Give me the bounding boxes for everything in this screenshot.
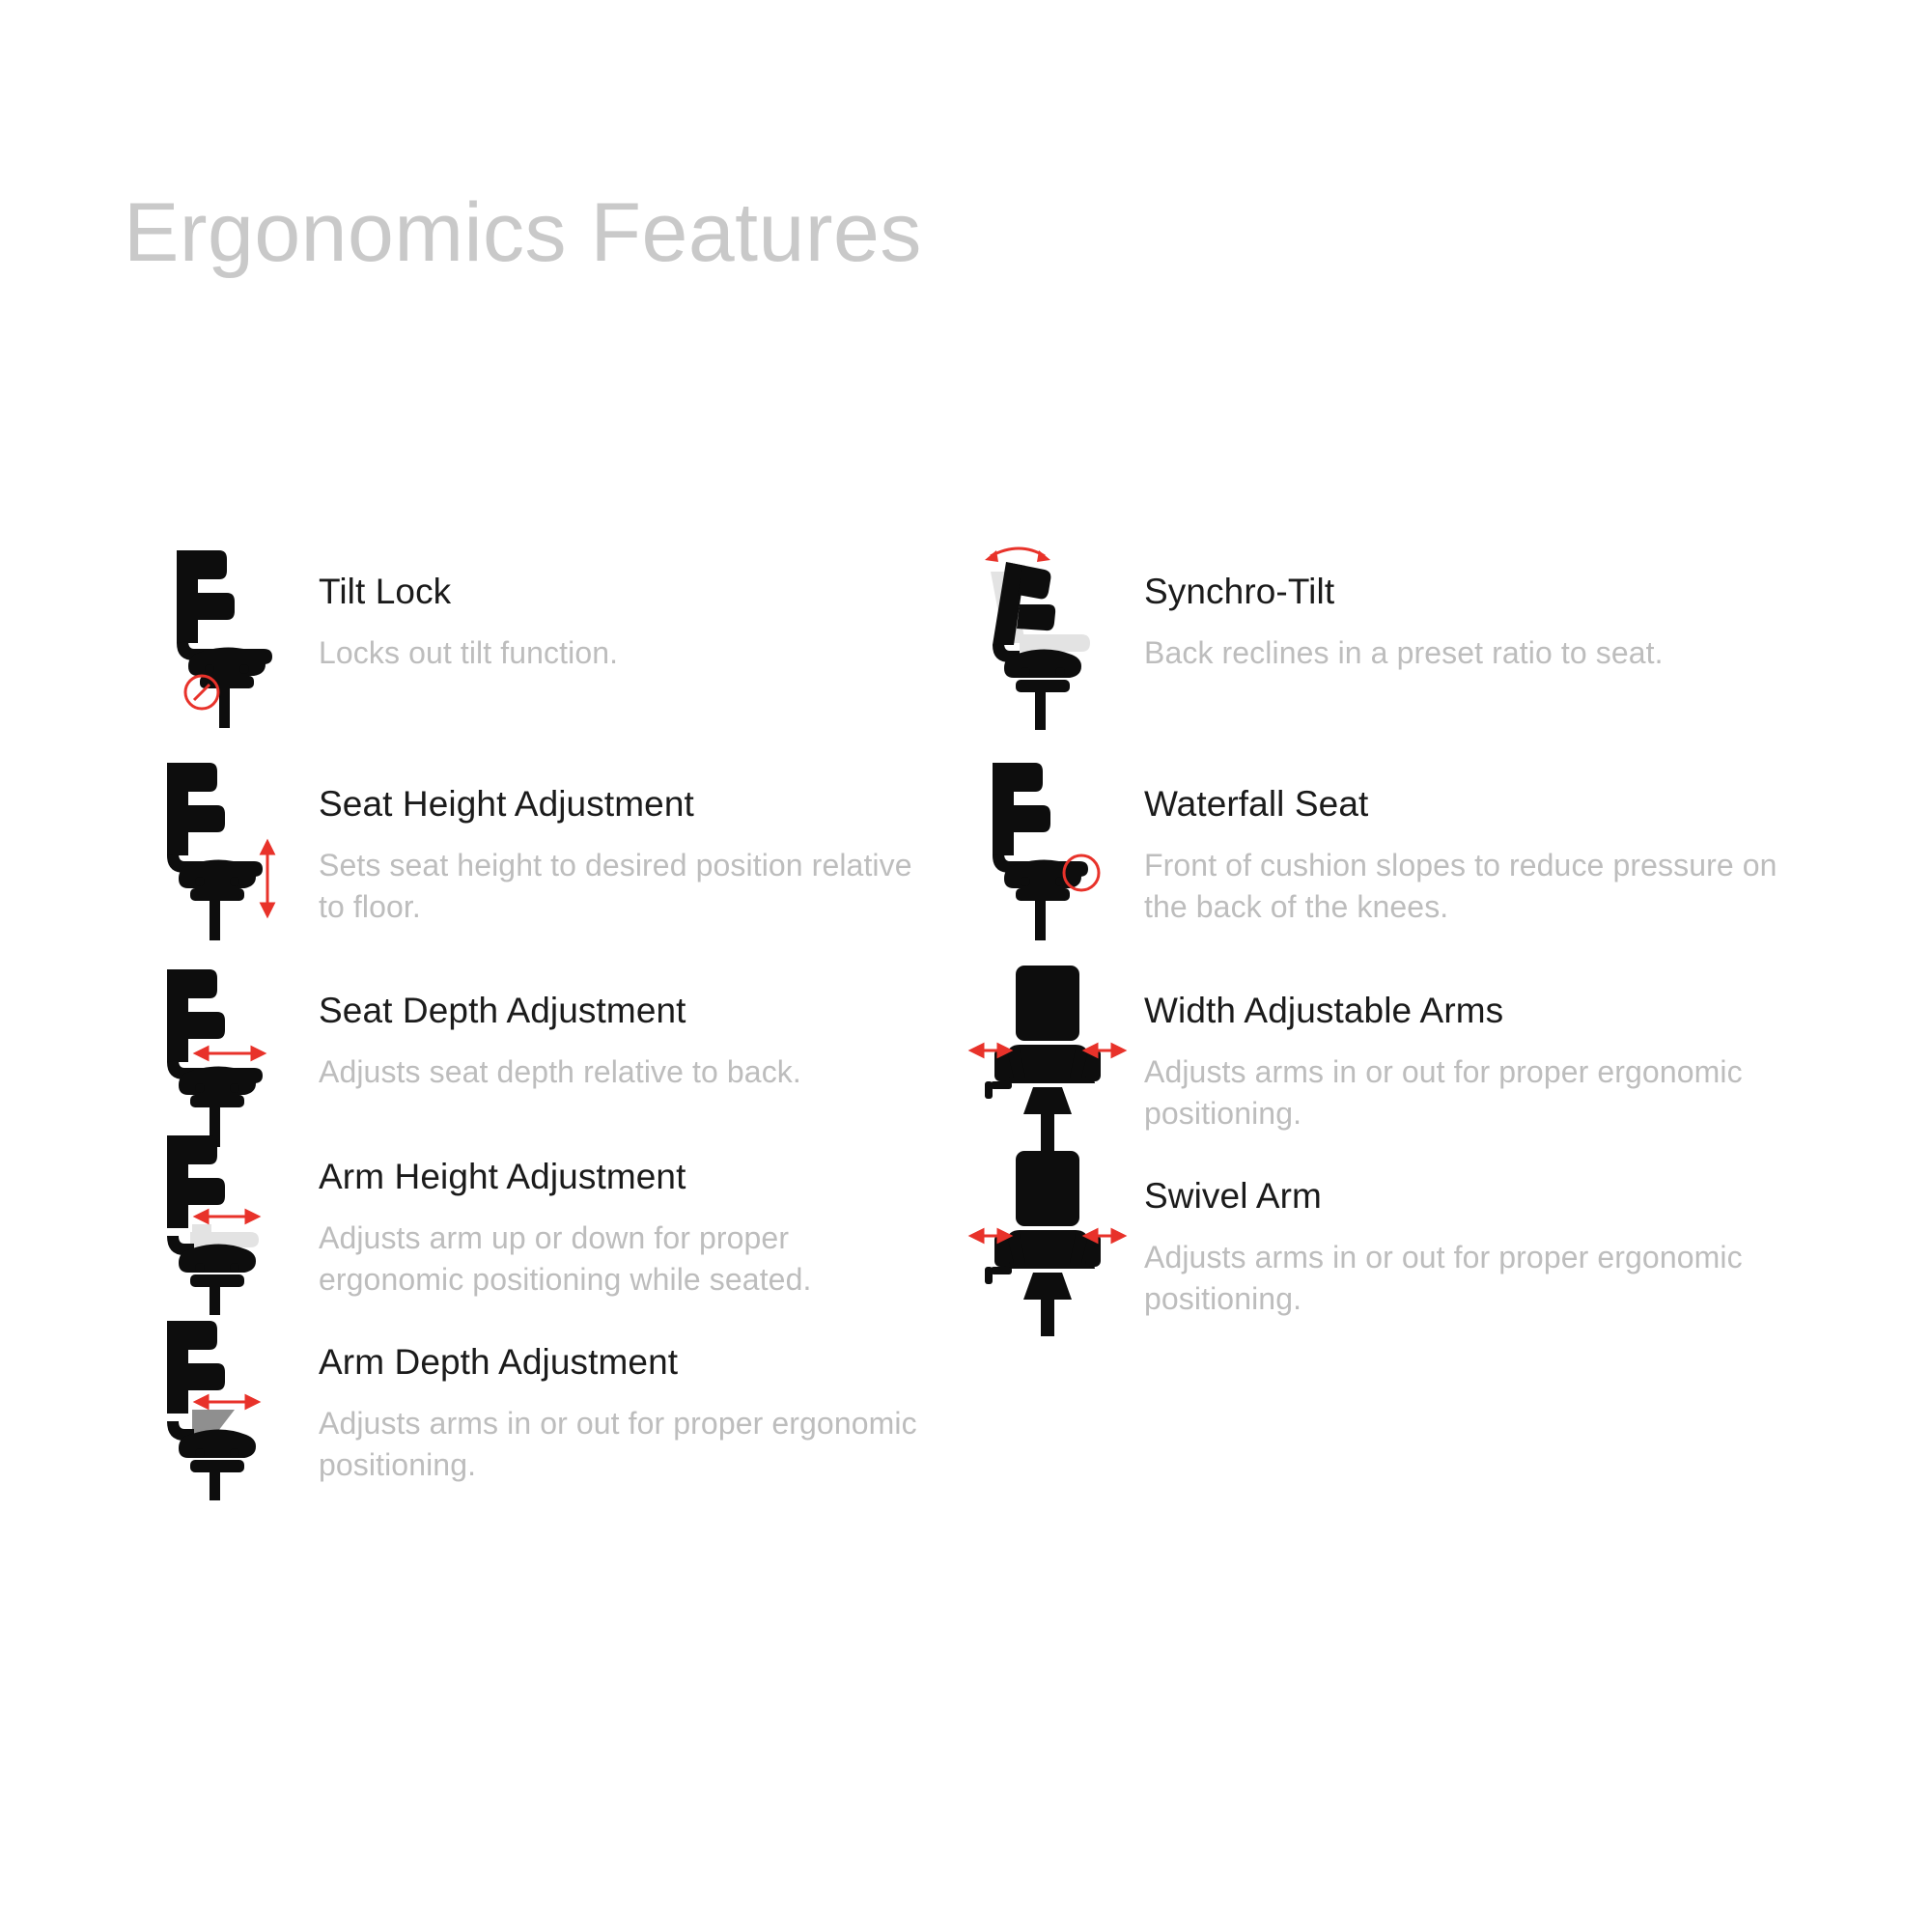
feature-title: Arm Depth Adjustment xyxy=(319,1342,679,1382)
feature-text xyxy=(319,753,966,928)
feature-title: Seat Height Adjustment xyxy=(319,784,694,824)
chair-side-seat-height-icon xyxy=(126,753,319,948)
feature-description: Adjusts arms in or out for proper ergonomic positioning. xyxy=(1144,1239,1743,1316)
chair-side-arm-height-icon xyxy=(126,1126,319,1321)
feature-description: Adjusts arms in or out for proper ergonomic positioning. xyxy=(1144,1053,1743,1131)
chair-front-swivel-arm-icon xyxy=(951,1145,1144,1340)
feature-swivel-arm xyxy=(951,1145,1917,1325)
feature-title: Arm Height Adjustment xyxy=(319,1157,686,1196)
chair-side-arm-depth-icon xyxy=(126,1311,319,1506)
feature-text xyxy=(1144,960,1917,1134)
feature-title: Tilt Lock xyxy=(319,572,452,611)
feature-description: Locks out tilt function. xyxy=(319,634,619,670)
feature-text xyxy=(319,960,966,1093)
feature-description: Front of cushion slopes to reduce pressure on the back of the knees. xyxy=(1144,847,1777,924)
feature-description: Back reclines in a preset ratio to seat. xyxy=(1144,634,1664,670)
chair-front-width-arms-icon xyxy=(951,960,1144,1155)
page-title: Ergonomics Features xyxy=(124,185,922,279)
feature-description: Adjusts seat depth relative to back. xyxy=(319,1053,801,1089)
feature-text xyxy=(319,541,966,674)
feature-waterfall-seat xyxy=(951,753,1917,954)
chair-side-waterfall-seat-icon xyxy=(951,753,1144,948)
feature-description: Sets seat height to desired position relative to floor. xyxy=(319,847,912,924)
feature-title: Waterfall Seat xyxy=(1144,784,1369,824)
feature-seat-depth-adjustment xyxy=(126,960,966,1120)
feature-width-adjustable-arms xyxy=(951,960,1917,1139)
feature-text xyxy=(1144,1145,1917,1320)
feature-arm-height-adjustment xyxy=(126,1126,966,1305)
feature-text xyxy=(1144,541,1917,674)
feature-title: Seat Depth Adjustment xyxy=(319,991,686,1030)
feature-arm-depth-adjustment xyxy=(126,1311,966,1491)
feature-text xyxy=(1144,753,1917,928)
feature-title: Swivel Arm xyxy=(1144,1176,1322,1216)
feature-text xyxy=(319,1126,966,1301)
chair-side-synchro-tilt-icon xyxy=(951,541,1144,736)
feature-description: Adjusts arms in or out for proper ergonomic positioning. xyxy=(319,1405,917,1482)
features-column-right xyxy=(951,541,1917,1330)
feature-synchro-tilt xyxy=(951,541,1917,747)
feature-title: Width Adjustable Arms xyxy=(1144,991,1504,1030)
feature-description: Adjusts arm up or down for proper ergonomic positioning while seated. xyxy=(319,1219,812,1297)
feature-title: Synchro-Tilt xyxy=(1144,572,1335,611)
feature-text xyxy=(319,1311,966,1486)
chair-side-tilt-lock-icon xyxy=(126,541,319,736)
feature-seat-height-adjustment xyxy=(126,753,966,954)
features-column-left xyxy=(126,541,966,1497)
feature-tilt-lock xyxy=(126,541,966,747)
